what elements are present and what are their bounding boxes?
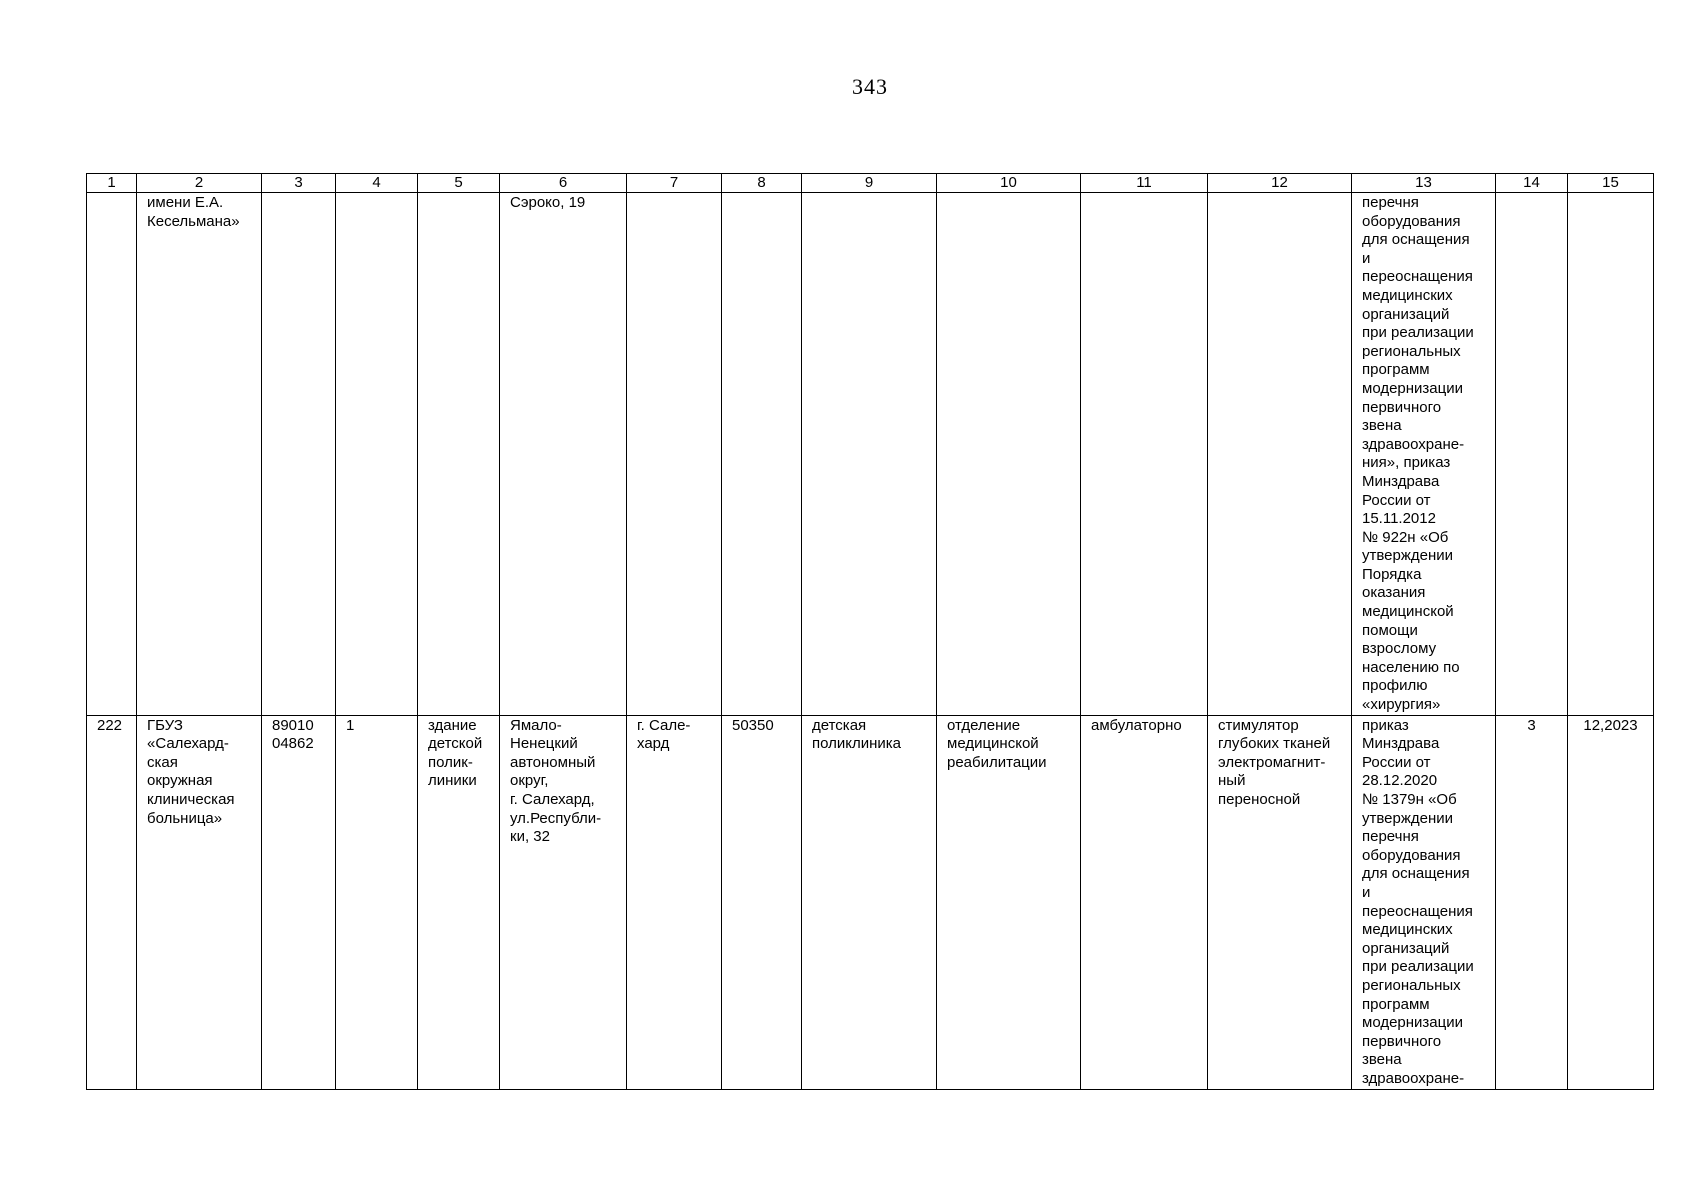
header-cell-2: 2 <box>137 174 262 193</box>
header-cell-15: 15 <box>1568 174 1654 193</box>
table-cell: перечня оборудования для оснащения и переоснащения медицинских организаций при реализации региональных программ модернизации первичного звена здравоохране- ния», приказ Минздрава России от 15.11.2012 № 922н «Об утверждении Порядка оказания медицинской помощи взрослому населению по профилю «хирургия» <box>1352 193 1496 716</box>
header-cell-9: 9 <box>802 174 937 193</box>
table-cell: 50350 <box>722 715 802 1089</box>
header-cell-5: 5 <box>418 174 500 193</box>
table-cell: здание детской полик- линики <box>418 715 500 1089</box>
table-cell <box>627 193 722 716</box>
header-cell-10: 10 <box>937 174 1081 193</box>
row-number-cell: 222 <box>87 715 137 1089</box>
table-cell <box>1081 193 1208 716</box>
table-cell: амбулаторно <box>1081 715 1208 1089</box>
header-cell-12: 12 <box>1208 174 1352 193</box>
table-cell: отделение медицинской реабилитации <box>937 715 1081 1089</box>
table-cell: Ямало- Ненецкий автономный округ, г. Салехард, ул.Республи- ки, 32 <box>500 715 627 1089</box>
header-cell-14: 14 <box>1496 174 1568 193</box>
header-cell-11: 11 <box>1081 174 1208 193</box>
header-cell-7: 7 <box>627 174 722 193</box>
data-table <box>86 173 1654 1090</box>
table-cell: имени Е.А. Кесельмана» <box>137 193 262 716</box>
table-cell: 1 <box>336 715 418 1089</box>
table-cell <box>336 193 418 716</box>
table-cell: приказ Минздрава России от 28.12.2020 № 1379н «Об утверждении перечня оборудования для оснащения и переоснащения медицинских организаций при реализации региональных программ модернизации первичного звена здравоохране- <box>1352 715 1496 1089</box>
header-cell-6: 6 <box>500 174 627 193</box>
table-cell: стимулятор глубоких тканей электромагнит- ный переносной <box>1208 715 1352 1089</box>
table-cell: г. Сале- хард <box>627 715 722 1089</box>
table-cell <box>1208 193 1352 716</box>
header-cell-13: 13 <box>1352 174 1496 193</box>
table-cell <box>1496 193 1568 716</box>
table-cell <box>418 193 500 716</box>
table-cell <box>937 193 1081 716</box>
table-cell <box>722 193 802 716</box>
header-cell-1: 1 <box>87 174 137 193</box>
table-cell: ГБУЗ «Салехард- ская окружная клиническая больница» <box>137 715 262 1089</box>
header-cell-3: 3 <box>262 174 336 193</box>
table-row <box>87 193 1654 716</box>
table-cell <box>262 193 336 716</box>
table-cell: детская поликлиника <box>802 715 937 1089</box>
table-cell: 12,2023 <box>1568 715 1654 1089</box>
header-cell-8: 8 <box>722 174 802 193</box>
table-cell: 89010 04862 <box>262 715 336 1089</box>
table-cell <box>802 193 937 716</box>
table-cell: Сэроко, 19 <box>500 193 627 716</box>
page-number: 343 <box>852 74 888 99</box>
table-cell <box>1568 193 1654 716</box>
table-row <box>87 715 1654 1089</box>
table-cell: 3 <box>1496 715 1568 1089</box>
header-row <box>87 174 1654 193</box>
header-cell-4: 4 <box>336 174 418 193</box>
table-cell <box>87 193 137 716</box>
